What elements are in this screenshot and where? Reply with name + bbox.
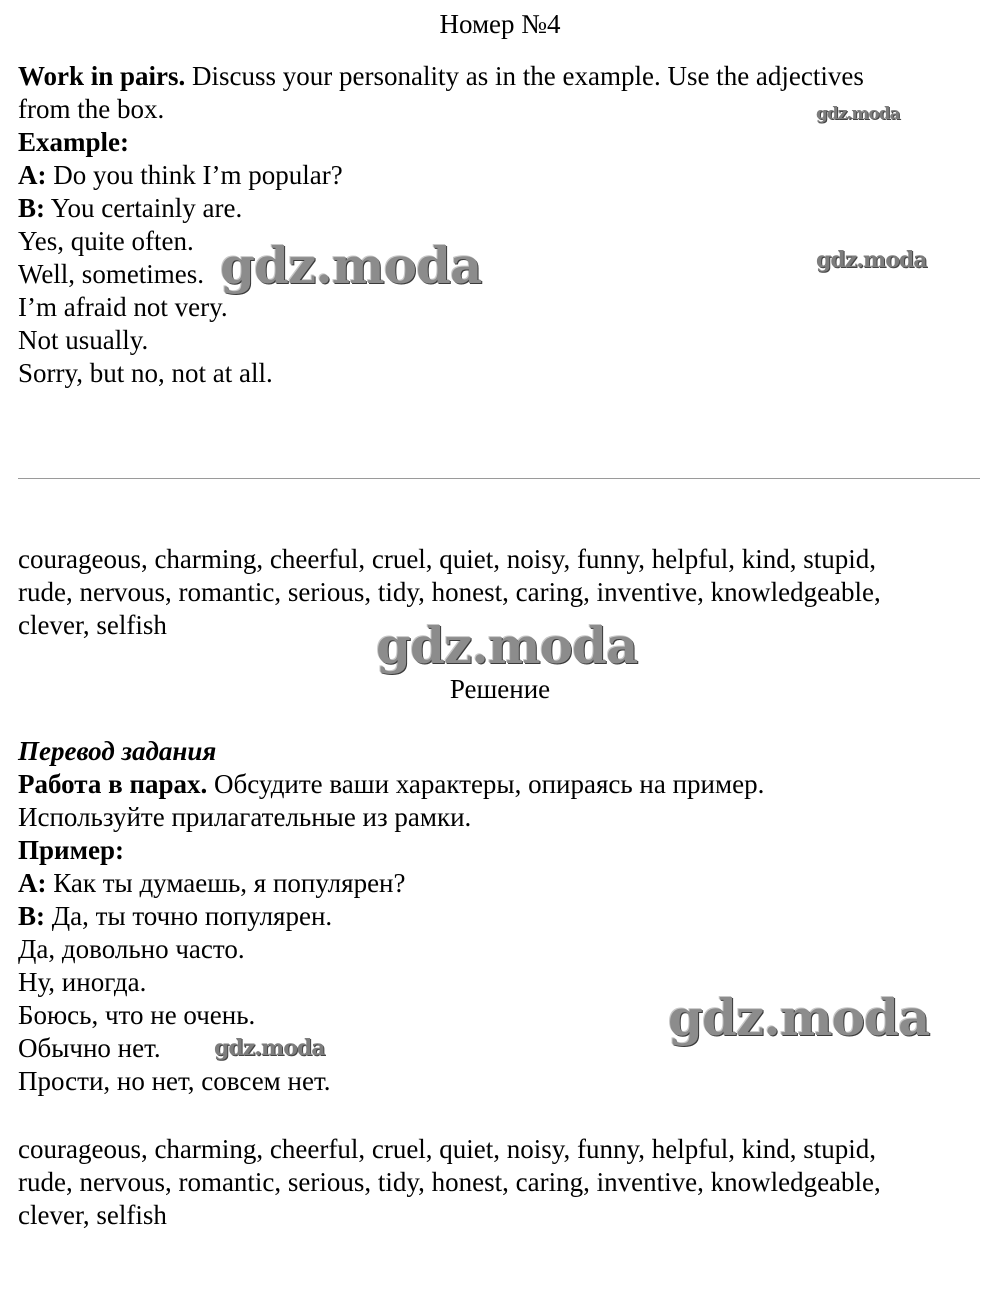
response-line: Not usually. xyxy=(18,325,149,355)
adjectives-line: clever, selfish xyxy=(18,610,167,640)
watermark: gdz.moda xyxy=(816,104,900,124)
watermark: gdz.moda xyxy=(376,616,638,675)
solution-adjectives-line: clever, selfish xyxy=(18,1200,167,1230)
translation-speaker-b-text: Да, ты точно популярен. xyxy=(45,901,333,931)
watermark: gdz.moda xyxy=(214,1035,325,1061)
example-label: Example: xyxy=(18,127,129,157)
task-instruction-line2: from the box. xyxy=(18,94,165,124)
translation-speaker-b-label: B: xyxy=(18,901,45,931)
watermark: gdz.moda xyxy=(816,247,927,273)
watermark: gdz.moda xyxy=(668,988,930,1047)
task-instruction-line1 xyxy=(18,60,980,93)
translation-response-line: Ну, иногда. xyxy=(18,967,147,997)
response-line: Yes, quite often. xyxy=(18,226,194,256)
translation-response-line: Прости, но нет, совсем нет. xyxy=(18,1066,331,1096)
speaker-b-text: You certainly are. xyxy=(45,193,243,223)
solution-adjectives-line: courageous, charming, cheerful, cruel, quiet, noisy, funny, helpful, kind, stupid, xyxy=(18,1134,877,1164)
speaker-a-text: Do you think I’m popular? xyxy=(46,160,343,190)
translation-example-label: Пример: xyxy=(18,835,124,865)
task-instruction-bold: Work in pairs. xyxy=(18,61,186,91)
translation-dialogue-a xyxy=(18,867,980,900)
translation-response-line: Боюсь, что не очень. xyxy=(18,1000,256,1030)
page-title: Номер №4 xyxy=(439,9,561,39)
solution-adjectives-line: rude, nervous, romantic, serious, tidy, honest, caring, inventive, knowledgeable, xyxy=(18,1167,881,1197)
translation-instruction-line2: Используйте прилагательные из рамки. xyxy=(18,802,472,832)
adjectives-line: rude, nervous, romantic, serious, tidy, honest, caring, inventive, knowledgeable, xyxy=(18,577,881,607)
translation-instruction-line1 xyxy=(18,768,980,801)
watermark: gdz.moda xyxy=(220,236,482,295)
task-instruction-rest: Discuss your personality as in the example. Use the adjectives xyxy=(185,61,864,91)
translation-speaker-a-text: Как ты думаешь, я популярен? xyxy=(46,868,406,898)
translation-instruction-rest: Обсудите ваши характеры, опираясь на пример. xyxy=(207,769,765,799)
dialogue-line-b xyxy=(18,192,980,225)
translation-instruction-bold: Работа в парах. xyxy=(18,769,208,799)
adjectives-line: courageous, charming, cheerful, cruel, quiet, noisy, funny, helpful, kind, stupid, xyxy=(18,544,877,574)
translation-heading: Перевод задания xyxy=(18,736,217,766)
speaker-a-label: A: xyxy=(18,160,47,190)
section-divider xyxy=(18,478,980,479)
response-line: Sorry, but no, not at all. xyxy=(18,358,273,388)
translation-response-line: Обычно нет. xyxy=(18,1033,161,1063)
translation-speaker-a-label: A: xyxy=(18,868,47,898)
response-line: I’m afraid not very. xyxy=(18,292,228,322)
speaker-b-label: B: xyxy=(18,193,45,223)
response-line: Well, sometimes. xyxy=(18,259,205,289)
translation-response-line: Да, довольно часто. xyxy=(18,934,245,964)
solution-adjectives-box xyxy=(18,1133,980,1232)
solution-label: Решение xyxy=(449,674,551,704)
translation-dialogue-b xyxy=(18,900,980,933)
dialogue-line-a xyxy=(18,159,980,192)
